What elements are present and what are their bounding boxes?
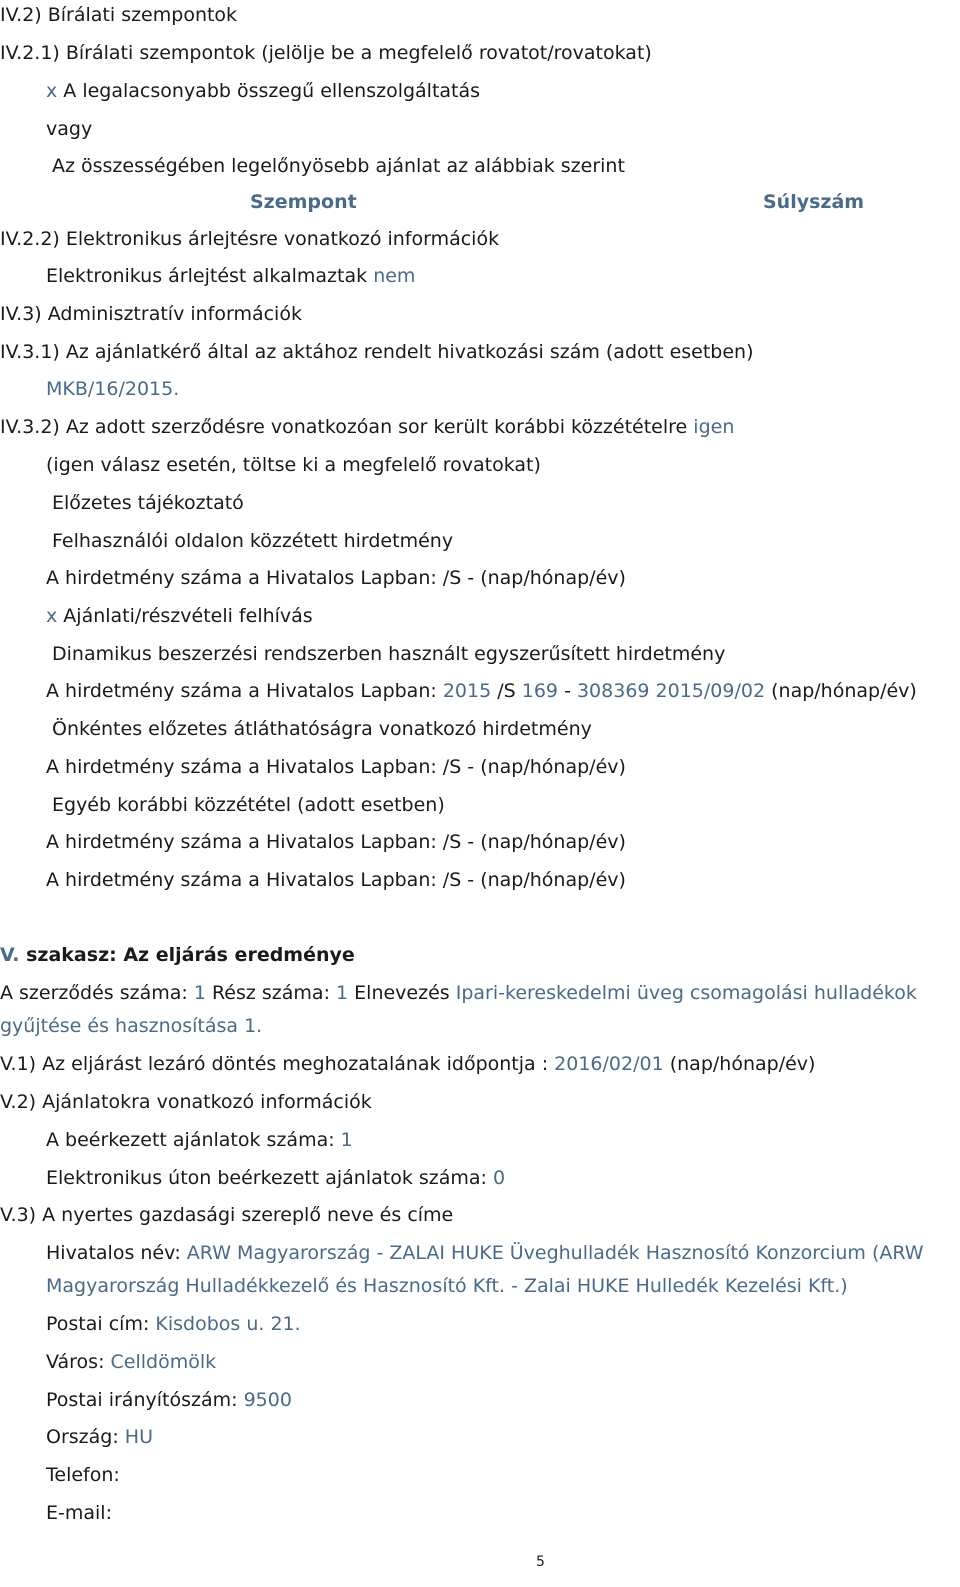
phone-line: Telefon: bbox=[46, 1464, 120, 1486]
email-line: E-mail: bbox=[46, 1502, 112, 1524]
check-mark: x bbox=[46, 605, 58, 627]
page-number: 5 bbox=[536, 1554, 545, 1570]
city-line: Város: Celldömölk bbox=[46, 1351, 217, 1373]
section-iv2-title: IV.2) Bírálati szempontok bbox=[0, 4, 238, 26]
if-yes-note: (igen válasz esetén, töltse ki a megfelelő rovatokat) bbox=[46, 454, 541, 476]
section-v2-title: V.2) Ajánlatokra vonatkozó információk bbox=[0, 1091, 372, 1113]
official-name-cont: Magyarország Hulladékkezelő és Hasznosító Kft. - Zalai HUKE Hulledék Kezelési Kft.) bbox=[46, 1275, 848, 1297]
section-v1-line: V.1) Az eljárást lezáró döntés meghozatalának időpontja : 2016/02/01 (nap/hónap/év) bbox=[0, 1053, 816, 1075]
notice-number-filled: A hirdetmény száma a Hivatalos Lapban: 2015 /S 169 - 308369 2015/09/02 (nap/hónap/év) bbox=[46, 680, 917, 702]
weight-header: Súlyszám bbox=[763, 191, 865, 213]
prior-info-item: Előzetes tájékoztató bbox=[52, 492, 244, 514]
best-value-line: Az összességében legelőnyösebb ajánlat az alábbiak szerint bbox=[52, 155, 625, 177]
lowest-price-line: x A legalacsonyabb összegű ellenszolgáltatás bbox=[46, 80, 481, 102]
postal-code-line: Postai irányítószám: 9500 bbox=[46, 1389, 292, 1411]
postal-address-line: Postai cím: Kisdobos u. 21. bbox=[46, 1313, 301, 1335]
offers-count-line: A beérkezett ajánlatok száma: 1 bbox=[46, 1129, 353, 1151]
buyer-profile-item: Felhasználói oldalon közzétett hirdetmény bbox=[52, 530, 454, 552]
notice-number-line: A hirdetmény száma a Hivatalos Lapban: /S - (nap/hónap/év) bbox=[46, 567, 626, 589]
section-iv32-line: IV.3.2) Az adott szerződésre vonatkozóan sor került korábbi közzétételre igen bbox=[0, 416, 735, 438]
dps-item: Dinamikus beszerzési rendszerben használt egyszerűsített hirdetmény bbox=[52, 643, 726, 665]
contract-name-cont: gyűjtése és hasznosítása 1. bbox=[0, 1015, 263, 1037]
section-iv22-title: IV.2.2) Elektronikus árlejtésre vonatkozó információk bbox=[0, 228, 500, 250]
section-iv3-title: IV.3) Adminisztratív információk bbox=[0, 303, 302, 325]
official-name-line: Hivatalos név: ARW Magyarország - ZALAI HUKE Üveghulladék Hasznosító Konzorcium (ARW bbox=[46, 1242, 924, 1264]
section-iv21-title: IV.2.1) Bírálati szempontok (jelölje be a megfelelő rovatot/rovatokat) bbox=[0, 42, 652, 64]
eauction-line: Elektronikus árlejtést alkalmaztak nem bbox=[46, 265, 416, 287]
reference-number: MKB/16/2015. bbox=[46, 378, 180, 400]
contract-line: A szerződés száma: 1 Rész száma: 1 Elnevezés Ipari-kereskedelmi üveg csomagolási hulladékok bbox=[0, 982, 917, 1004]
other-publication-item: Egyéb korábbi közzététel (adott esetben) bbox=[52, 794, 445, 816]
voluntary-item: Önkéntes előzetes átláthatóságra vonatkozó hirdetmény bbox=[52, 718, 592, 740]
country-line: Ország: HU bbox=[46, 1426, 153, 1448]
or-text: vagy bbox=[46, 118, 93, 140]
section-v-title: V. szakasz: Az eljárás eredménye bbox=[0, 944, 355, 966]
call-for-tender-item: x Ajánlati/részvételi felhívás bbox=[46, 605, 313, 627]
notice-number-line: A hirdetmény száma a Hivatalos Lapban: /S - (nap/hónap/év) bbox=[46, 756, 626, 778]
criterion-header: Szempont bbox=[250, 191, 357, 213]
section-v3-title: V.3) A nyertes gazdasági szereplő neve és címe bbox=[0, 1204, 454, 1226]
check-mark: x bbox=[46, 80, 58, 102]
notice-number-line: A hirdetmény száma a Hivatalos Lapban: /S - (nap/hónap/év) bbox=[46, 831, 626, 853]
section-iv31-title: IV.3.1) Az ajánlatkérő által az aktához rendelt hivatkozási szám (adott esetben) bbox=[0, 341, 754, 363]
electronic-offers-line: Elektronikus úton beérkezett ajánlatok száma: 0 bbox=[46, 1167, 506, 1189]
notice-number-line: A hirdetmény száma a Hivatalos Lapban: /S - (nap/hónap/év) bbox=[46, 869, 626, 891]
